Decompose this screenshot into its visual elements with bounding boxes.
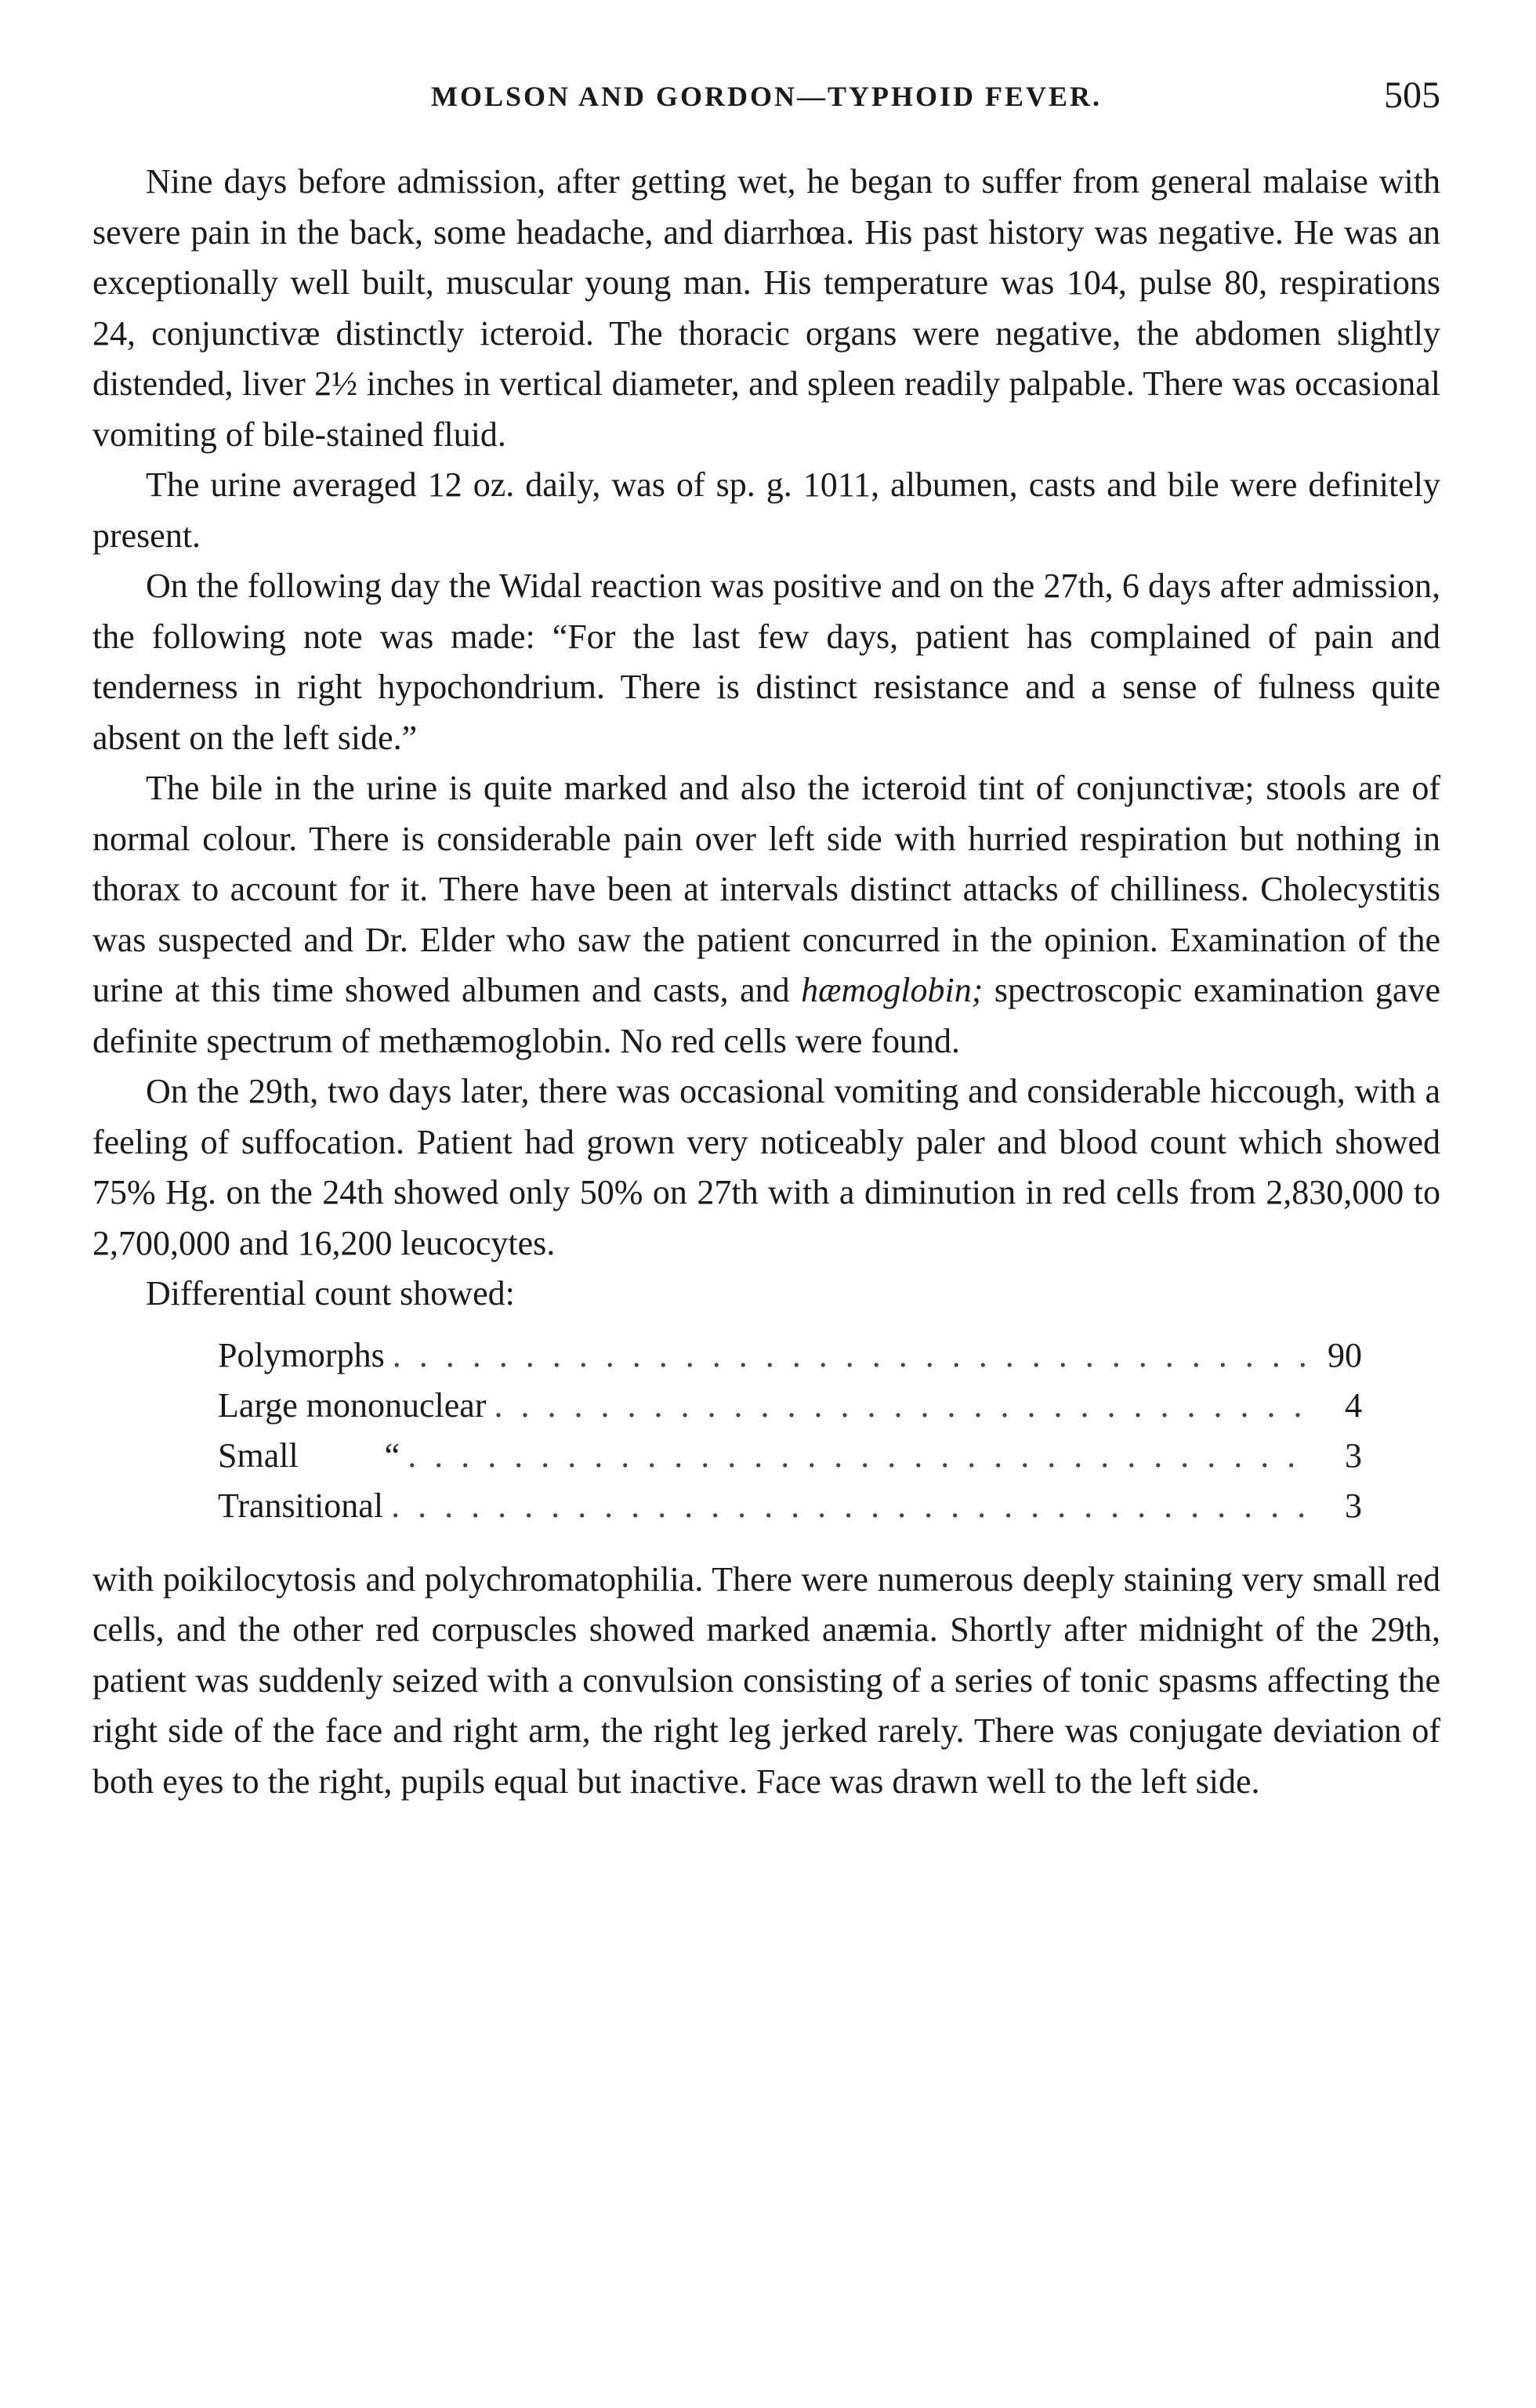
- paragraph-bile-italic: hæmoglobin;: [801, 971, 984, 1009]
- page-number: 505: [1384, 74, 1440, 116]
- table-row: [218, 1481, 1362, 1531]
- table-row: [218, 1381, 1362, 1431]
- dot-leader: [408, 1431, 1307, 1482]
- row-value: 3: [1345, 1436, 1362, 1475]
- dot-leader: [391, 1481, 1307, 1532]
- paragraph-urine: The urine averaged 12 oz. daily, was of sp. g. 1011, albumen, casts and bile were definitely present.: [92, 465, 1440, 555]
- row-label: Large mononuclear: [218, 1385, 487, 1425]
- dot-leader: [494, 1381, 1307, 1432]
- row-label: Polymorphs: [218, 1335, 385, 1374]
- row-label: Transitional: [218, 1486, 384, 1525]
- body-text: [92, 157, 1440, 1807]
- paragraph-closing: with poikilocytosis and polychromatophilia. There were numerous deeply staining very small red cells, and the other red corpuscles showed marked anæmia. Shortly after midnight of the 29th, patient was suddenly seized with a convulsion consisting of a series of tonic spasms affecting the right side of the face and right arm, the right leg jerked rarely. There was conjugate deviation of both eyes to the right, pupils equal but inactive. Face was drawn well to the left side.: [92, 1559, 1440, 1801]
- paragraph-bile-text: The bile in the urine is quite marked and also the icteroid tint of conjunctivæ; stools are of normal colour. There is considerable pain over left side with hurried respiration but nothing in thorax to account for it. There have been at intervals distinct attacks of chilliness. Cholecystitis was suspected and Dr. Elder who saw the patient concurred in the opinion. Examination of the urine at this time showed albumen and casts, and: [92, 769, 1440, 1009]
- paragraph-bile-text-end: spectroscopic examination gave definite spectrum of methæmoglobin. No red cells were found.: [92, 971, 1440, 1060]
- dot-leader: [393, 1331, 1307, 1381]
- running-head: [92, 71, 1440, 125]
- differential-intro: Differential count showed:: [146, 1274, 515, 1313]
- running-title: MOLSON AND GORDON—TYPHOID FEVER.: [430, 81, 1103, 112]
- paragraph-admission: Nine days before admission, after getting wet, he began to suffer from general malaise with severe pain in the back, some headache, and diarrhœa. His past history was negative. He was an exceptionally well built, muscular young man. His temperature was 104, pulse 80, respirations 24, conjunctivæ distinctly icteroid. The thoracic organs were negative, the abdomen slightly distended, liver 2½ inches in vertical diameter, and spleen readily palpable. There was occasional vomiting of bile-stained fluid.: [92, 162, 1440, 454]
- paragraph-29th: On the 29th, two days later, there was occasional vomiting and considerable hiccough, with a feeling of suffocation. Patient had grown very noticeably paler and blood count which showed 75% Hg. on the 24th showed only 50% on 27th with a diminution in red cells from 2,830,000 to 2,700,000 and 16,200 leucocytes.: [92, 1072, 1440, 1262]
- document-page: [92, 71, 1440, 1807]
- row-value: 3: [1345, 1486, 1362, 1525]
- table-row: [218, 1431, 1362, 1481]
- differential-count-table: [218, 1331, 1362, 1531]
- row-value: 4: [1345, 1385, 1362, 1425]
- paragraph-bile: [92, 763, 1440, 1066]
- row-label: Small “: [218, 1436, 400, 1475]
- paragraph-widal: On the following day the Widal reaction was positive and on the 27th, 6 days after admission, the following note was made: “For the last few days, patient has complained of pain and tenderness in right hypochondrium. There is distinct resistance and a sense of fulness quite absent on the left side.”: [92, 567, 1440, 757]
- row-value: 90: [1328, 1335, 1362, 1374]
- table-row: [218, 1331, 1362, 1381]
